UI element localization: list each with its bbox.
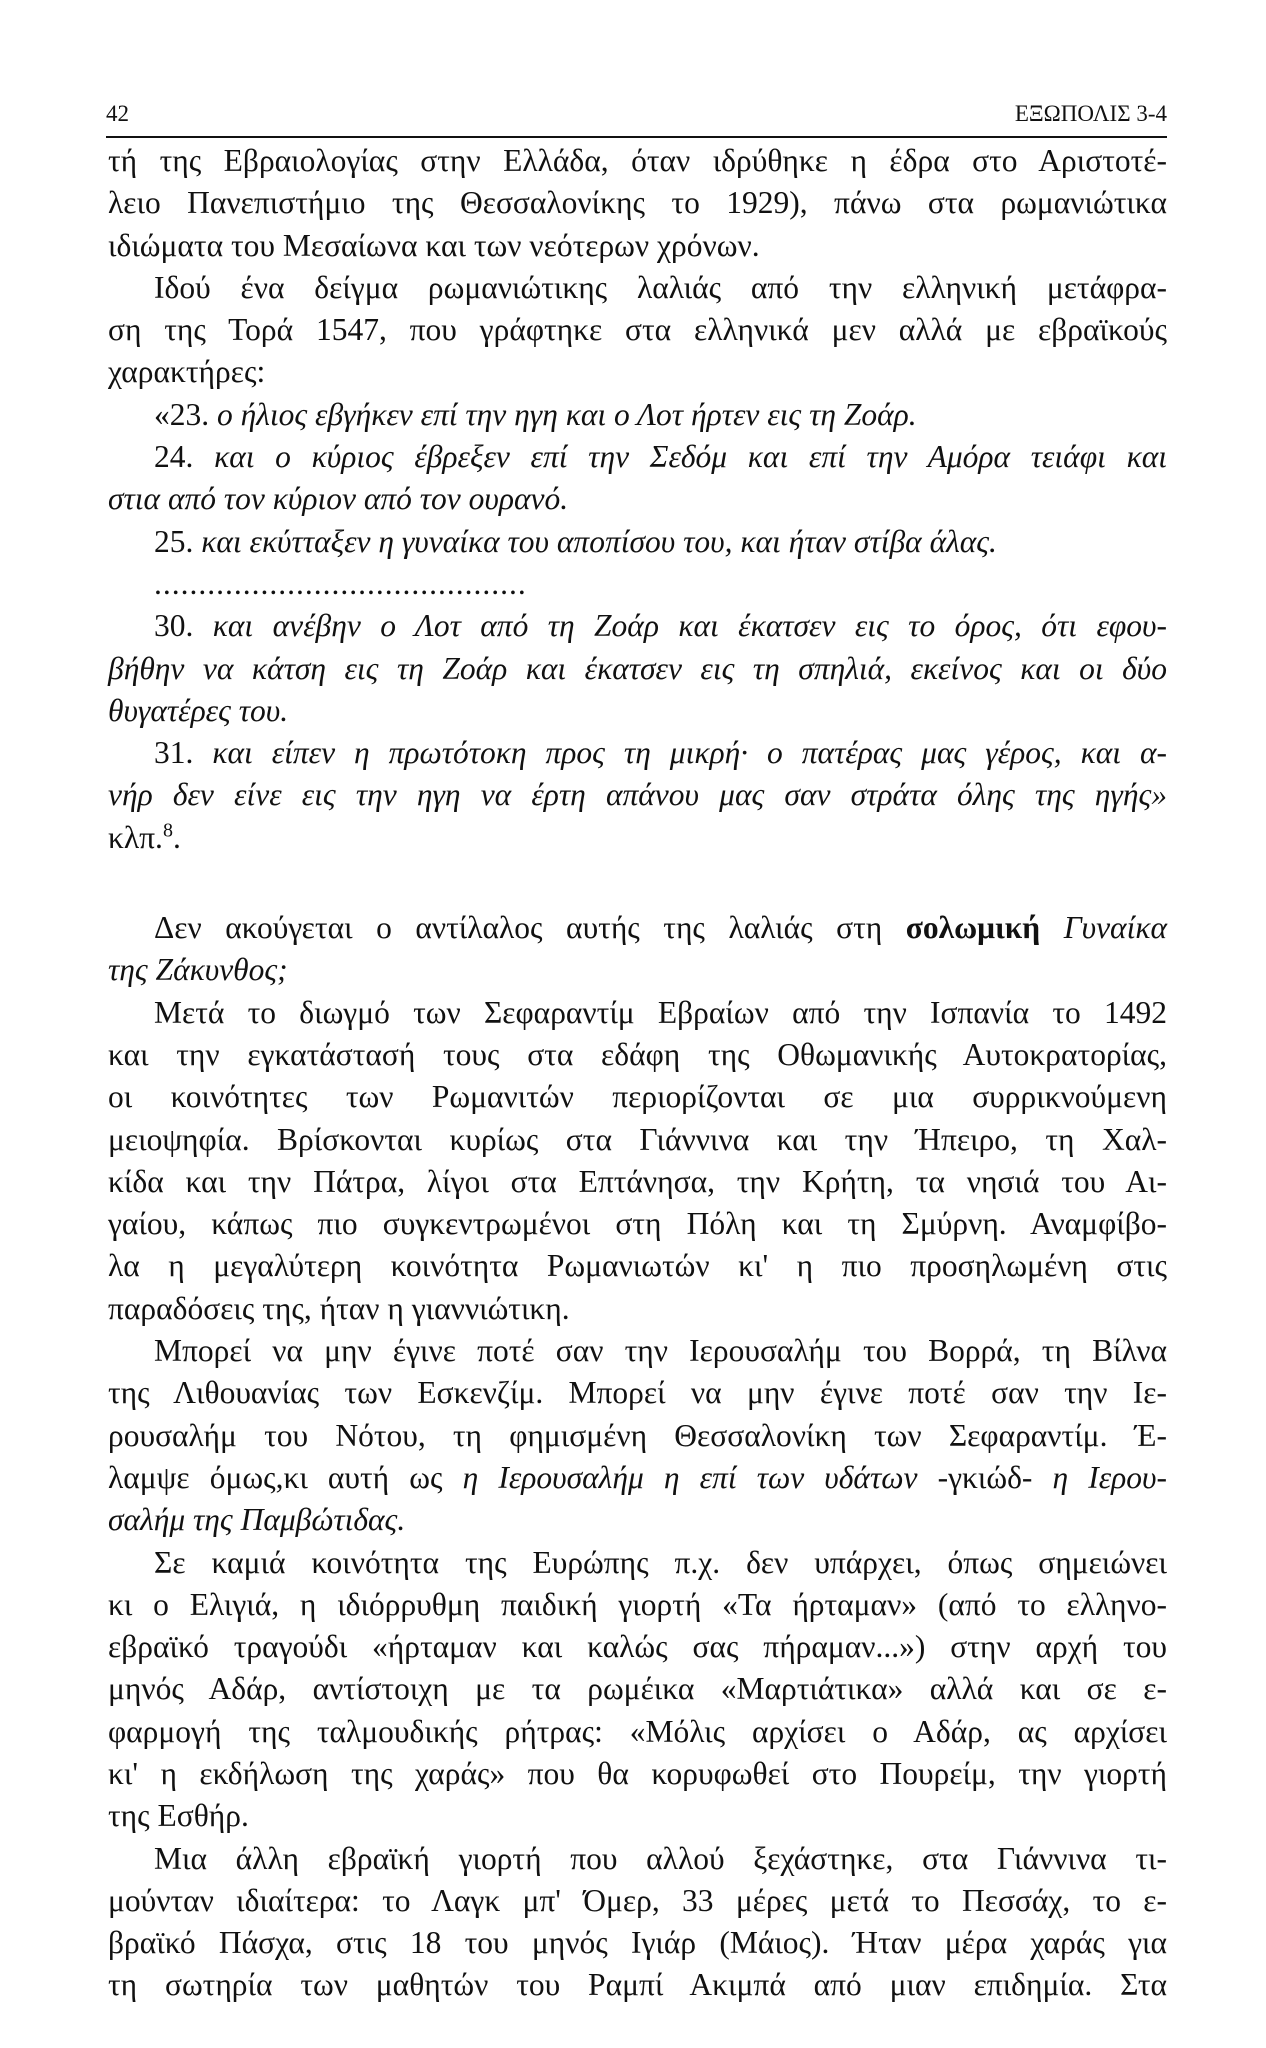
verse-text: και ο κύριος έβρεξεν επί την Σεδόμ και επί την Αμόρα τειάφι και [214,439,1167,475]
text-line: κίδα και την Πάτρα, λίγοι στα Επτάνησα, την Κρήτη, τα νησιά του Αι- [108,1163,1167,1199]
verse-31-cont [108,817,1167,859]
period: . [172,819,181,855]
text-line: Μια άλλη εβραϊκή γιορτή που αλλού ξεχάστηκε, στα Γιάννινα τι- [154,1840,1167,1876]
text-line: μούνταν ιδιαίτερα: το Λαγκ μπ' Όμερ, 33 μέρες μετά το Πεσσάχ, το ε- [108,1882,1167,1918]
page-number: 42 [106,101,129,126]
text-line: Μπορεί να μην έγινε ποτέ σαν την Ιερουσαλήμ του Βορρά, τη Βίλνα [154,1333,1167,1369]
header-rule [106,136,1167,138]
paragraph [108,1838,1167,2007]
text-line: γαίου, κάπως πιο συγκεντρωμένοι στη Πόλη και τη Σμύρνη. Αναμφίβο- [108,1206,1167,1242]
paragraph [108,1542,1167,1838]
verse-text: στια από τον κύριον από τον ουρανό. [108,481,569,517]
abbrev: κλπ. [108,819,163,855]
text-line: τη σωτηρία των μαθητών του Ραμπί Ακιμπά από μιαν επιδημία. Στα [108,1967,1167,2003]
verse-number: 30. [154,608,194,644]
verse-text: και εκύτταξεν η γυναίκα του αποπίσου του, και ήταν στίβα άλας. [201,523,997,559]
body-text [108,140,1167,2007]
verse-24 [108,436,1167,478]
text-line: ρουσαλήμ του Νότου, τη φημισμένη Θεσσαλονίκη των Σεφαραντίμ. Έ- [108,1417,1167,1453]
verse-text: ο ήλιος εβγήκεν επί την ηγη και ο Λοτ ήρτεν εις τη Ζοάρ. [217,396,917,432]
text-line: ση της Τορά 1547, που γράφτηκε στα ελληνικά μεν αλλά με εβραϊκούς [108,312,1167,348]
text-line: λα η μεγαλύτερη κοινότητα Ρωμανιωτών κι' η πιο προσηλωμένη στις [108,1248,1167,1284]
text-line: χαρακτήρες: [108,354,266,390]
verse-30-cont [108,690,1167,732]
text-line: και την εγκατάστασή τους στα εδάφη της Οθωμανικής Αυτοκρατορίας, [108,1036,1167,1072]
text-line: βραϊκό Πάσχα, στις 18 του μηνός Ιγιάρ (Μάιος). Ήταν μέρα χαράς για [108,1925,1167,1961]
text-line: της Λιθουανίας των Εσκενζίμ. Μπορεί να μην έγινε ποτέ σαν την Ιε- [108,1375,1167,1411]
italic-title: της Ζάκυνθος; [108,952,288,988]
paragraph [108,140,1167,267]
verse-text: βήθην να κάτση εις τη Ζοάρ και έκατσεν εις τη σπηλιά, εκείνος και οι δύο [108,650,1167,686]
verse-text: νήρ δεν είνε εις την ηγη να έρτη απάνου μας σαν στράτα όλης της ηγής» [108,777,1167,813]
text-line: κι ο Ελιγιά, η ιδιόρρυθμη παιδική γιορτή «Τα ήρταμαν» (από το ελληνο- [108,1586,1167,1622]
text-line: Σε καμιά κοινότητα της Ευρώπης π.χ. δεν υπάρχει, όπως σημειώνει [154,1544,1167,1580]
text-line [108,949,1167,991]
verse-30 [108,605,1167,647]
text-line: οι κοινότητες των Ρωμανιτών περιορίζονται σε μια συρρικνούμενη [108,1079,1167,1115]
block-quote [108,394,1167,859]
ellipsis-line: .......................................... [154,565,527,601]
italic-title: Γυναίκα [1063,910,1168,946]
verse-text: και ανέβην ο Λοτ από τη Ζοάρ και έκατσεν εις το όρος, ότι εφου- [212,608,1168,644]
text-line: Δεν ακούγεται ο αντίλαλος αυτής της λαλιάς στη σολωμική Γυναίκα [154,910,1168,946]
text-line: Μετά το διωγμό των Σεφαραντίμ Εβραίων από την Ισπανία το 1492 [154,994,1167,1030]
verse-number: 24. [154,439,194,475]
verse-25 [108,521,1167,563]
paragraph [108,907,1167,992]
text-line: μηνός Αδάρ, αντίστοιχη με τα ρωμέικα «Μαρτιάτικα» αλλά και σε ε- [108,1671,1167,1707]
verse-text: και είπεν η πρωτότοκη προς τη μικρή· ο πατέρας μας γέρος, και α- [212,735,1167,771]
verse-text: θυγατέρες του. [108,692,289,728]
text-line: λειο Πανεπιστήμιο της Θεσσαλονίκης το 1929), πάνω στα ρωμανιώτικα [108,185,1167,221]
verse-23 [108,394,1167,436]
verse-30-cont [108,648,1167,690]
paragraph [108,1330,1167,1541]
paragraph [108,267,1167,394]
verse-number: «23. [154,396,210,432]
text-line: εβραϊκό τραγούδι «ήρταμαν και καλώς σας πήραμαν...») στην αρχή του [108,1629,1167,1665]
verse-31 [108,732,1167,774]
text-line: παραδόσεις της, ήταν η γιαννιώτικη. [108,1290,570,1326]
text-line: τή της Εβραιολογίας στην Ελλάδα, όταν ιδρύθηκε η έδρα στο Αριστοτέ- [108,143,1167,178]
section-gap [108,859,1167,907]
text-line: φαρμογή της ταλμουδικής ρήτρας: «Μόλις αρχίσει ο Αδάρ, ας αρχίσει [108,1713,1167,1749]
text-line: Ιδού ένα δείγμα ρωμανιώτικης λαλιάς από την ελληνική μετάφρα- [154,269,1167,305]
footnote-ref: 8 [162,819,173,842]
paragraph [108,992,1167,1330]
text-line: ιδιώματα του Μεσαίωνα και των νεότερων χρόνων. [108,227,760,263]
verse-31-cont [108,774,1167,816]
text-line: μειοψηφία. Βρίσκονται κυρίως στα Γιάννινα και την Ήπειρο, τη Χαλ- [108,1121,1167,1157]
verse-number: 31. [154,735,194,771]
bold-term: σολωμική [905,910,1041,946]
text-line: λαμψε όμως,κι αυτή ως η Ιερουσαλήμ η επί των υδάτων -γκιώδ- η Ιερου- [108,1459,1167,1495]
running-head [106,94,1167,134]
journal-title: ΕΞΩΠΟΛΙΣ 3-4 [1014,101,1167,126]
text-line: κι' η εκδήλωση της χαράς» που θα κορυφωθεί στο Πουρείμ, την γιορτή [108,1755,1167,1791]
text-line: σαλήμ της Παμβώτιδας. [108,1502,406,1538]
verse-number: 25. [154,523,194,559]
verse-24-cont [108,478,1167,520]
text-line: της Εσθήρ. [108,1798,249,1834]
